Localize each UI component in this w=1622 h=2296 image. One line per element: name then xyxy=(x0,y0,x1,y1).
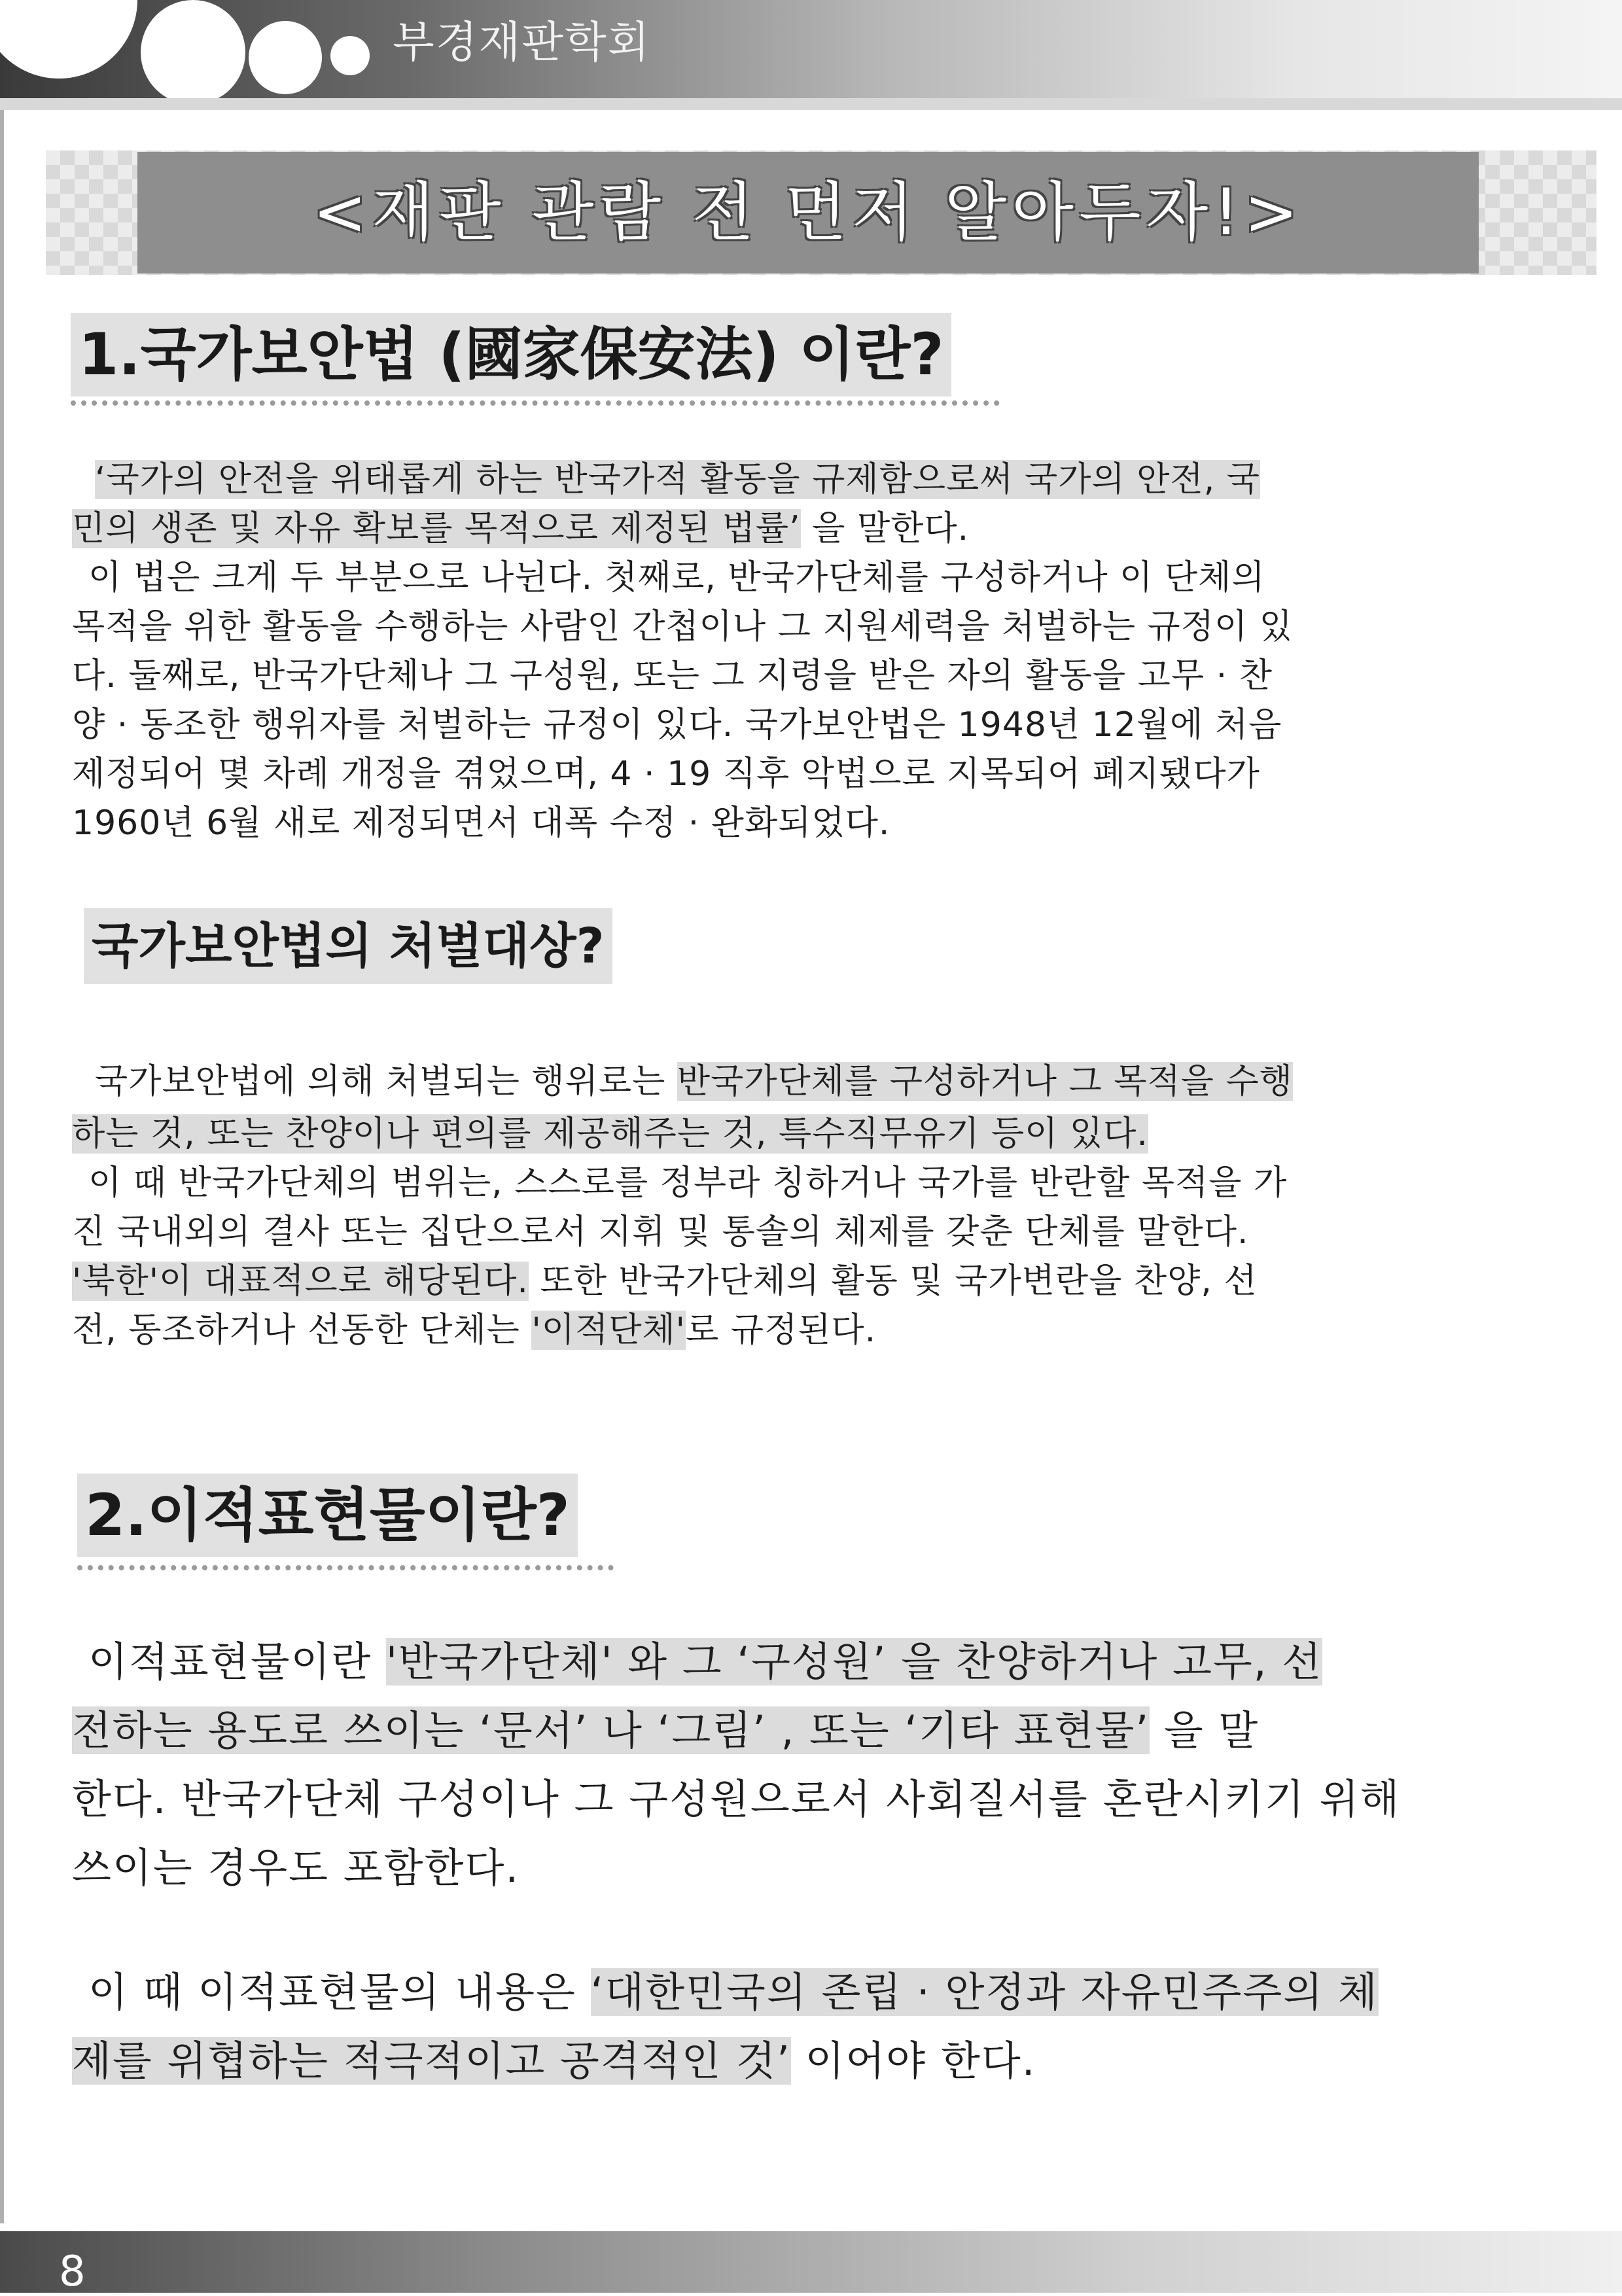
decorative-circle xyxy=(330,36,370,75)
paragraph-line: '북한'이 대표적으로 해당된다. 또한 반국가단체의 활동 및 국가변란을 찬양, 선 xyxy=(72,1262,1258,1301)
paragraph-line: 제를 위협하는 적극적이고 공격적인 것’ 이어야 한다. xyxy=(72,2037,1036,2085)
paragraph-line: 전하는 용도로 쓰이는 ‘문서’ 나 ‘그림’ , 또는 ‘기타 표현물’ 을 말 xyxy=(72,1706,1260,1754)
dotted-divider xyxy=(77,1565,614,1570)
paragraph-line: 목적을 위한 활동을 수행하는 사람인 간첩이나 그 지원세력을 처벌하는 규정이 있 xyxy=(72,607,1293,646)
paragraph-line: 이 법은 크게 두 부분으로 나뉜다. 첫째로, 반국가단체를 구성하거나 이 단체의 xyxy=(88,558,1265,597)
paragraph-line: 다. 둘째로, 반국가단체나 그 구성원, 또는 그 지령을 받은 자의 활동을 고무 · 찬 xyxy=(72,656,1273,696)
footer-band xyxy=(0,2231,1622,2296)
paragraph-line: 이 때 반국가단체의 범위는, 스스로를 정부라 칭하거나 국가를 반란할 목적을 가 xyxy=(88,1163,1288,1203)
header-stripe xyxy=(0,98,1622,110)
paragraph-line: 하는 것, 또는 찬양이나 편의를 제공해주는 것, 특수직무유기 등이 있다. xyxy=(72,1114,1148,1154)
paragraph-line: 국가보안법에 의해 처벌되는 행위로는 반국가단체를 구성하거나 그 목적을 수행 xyxy=(95,1062,1293,1101)
page-title: <재판 관람 전 먼저 알아두자!> xyxy=(313,175,1303,250)
paragraph-line: ‘국가의 안전을 위태롭게 하는 반국가적 활동을 규제함으로써 국가의 안전, 국 xyxy=(95,460,1261,499)
paragraph-line: 한다. 반국가단체 구성이나 그 구성원으로서 사회질서를 혼란시키기 위해 xyxy=(72,1775,1401,1823)
paragraph-line: 이 때 이적표현물의 내용은 ‘대한민국의 존립 · 안정과 자유민주주의 체 xyxy=(88,1968,1379,2016)
paragraph-line: 1960년 6월 새로 제정되면서 대폭 수정 · 완화되었다. xyxy=(72,804,890,843)
section-heading-punishment-targets: 국가보안법의 처벌대상? xyxy=(84,908,612,984)
paragraph-line: 전, 동조하거나 선동한 단체는 '이적단체'로 규정된다. xyxy=(72,1311,877,1350)
decorative-circle xyxy=(249,21,322,94)
section-heading-enemy-benefiting-materials: 2.이적표현물이란? xyxy=(77,1474,578,1557)
paragraph-line: 민의 생존 및 자유 확보를 목적으로 제정된 법률’ 을 말한다. xyxy=(72,509,970,548)
paragraph-line: 양 · 동조한 행위자를 처벌하는 규정이 있다. 국가보안법은 1948년 12월에 처음 xyxy=(72,705,1282,745)
section-heading-national-security-act: 1.국가보안법 (國家保安法) 이란? xyxy=(71,313,951,397)
left-margin-rule xyxy=(0,110,4,2223)
paragraph-line: 제정되어 몇 차례 개정을 겪었으며, 4 · 19 직후 악법으로 지목되어 폐지됐다가 xyxy=(72,754,1260,794)
page-number: 8 xyxy=(59,2248,86,2296)
paragraph-line: 이적표현물이란 '반국가단체' 와 그 ‘구성원’ 을 찬양하거나 고무, 선 xyxy=(88,1638,1323,1686)
header-band xyxy=(0,0,1622,98)
paragraph-line: 진 국내외의 결사 또는 집단으로서 지휘 및 통솔의 체제를 갖춘 단체를 말한다. xyxy=(72,1212,1249,1252)
decorative-circle xyxy=(141,0,245,105)
paragraph-line: 쓰이는 경우도 포함한다. xyxy=(72,1844,520,1892)
dotted-divider xyxy=(71,400,1000,406)
decorative-circle xyxy=(0,0,137,79)
society-name: 부경재판학회 xyxy=(393,17,651,67)
